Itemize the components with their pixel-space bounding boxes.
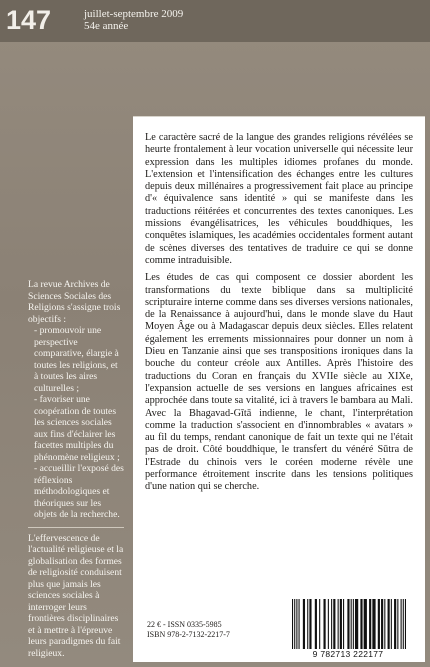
publication-info — [147, 620, 230, 640]
barcode-bar — [351, 599, 352, 649]
barcode — [282, 599, 414, 661]
price-issn: 22 € - ISSN 0335-5985 — [147, 620, 222, 629]
barcode-bar — [381, 599, 383, 649]
barcode-bar — [372, 599, 375, 649]
barcode-bar — [378, 599, 380, 649]
objectives-intro: La revue Archives de Sciences Sociales des Religions s'assigne trois objectifs : — [28, 279, 121, 325]
objective-item: - accueillir l'exposé des réflexions méthodologiques et théoriques sur les objets de la recherche. — [34, 463, 124, 520]
summary-text — [145, 132, 413, 494]
barcode-bar — [355, 599, 358, 649]
barcode-bar — [292, 599, 293, 649]
issue-number: 147 — [6, 5, 52, 35]
barcode-bar — [299, 599, 300, 649]
barcode-bar — [323, 599, 325, 649]
barcode-bar — [388, 599, 390, 649]
barcode-bar — [369, 599, 371, 649]
barcode-bar — [364, 599, 367, 649]
barcode-bar — [331, 599, 332, 649]
barcode-bar — [319, 599, 320, 649]
barcode-bars — [292, 599, 406, 649]
barcode-bar — [397, 599, 398, 649]
barcode-bar — [403, 599, 404, 649]
barcode-bar — [347, 599, 349, 649]
barcode-bar — [360, 599, 362, 649]
back-cover-panel — [133, 116, 425, 662]
barcode-bar — [315, 599, 317, 649]
barcode-bar — [384, 599, 385, 649]
summary-paragraph-2: Les études de cas qui composent ce dossier abordent les transformations du texte biblique dans sa multiplicité scripturaire interne comme dans ses diverses versions nationales, de la Renaissance à aujourd'hui, dans le monde slave du Haut Moyen Âge ou à Madagascar depuis deux siècles. Elles relatent également les errements missionnaires pour donner un nom à Dieu en Tanzanie ainsi que ses transpositions ironiques dans la bouche du conteur créole aux Antilles. Après l'histoire des traductions du Coran en français du XVIIe siècle au XIXe, l'expansion actuelle de ses versions en langues africaines est approchée dans toute sa vitalité, ici à travers le bambara au Mali. Avec la Bhagavad-Gītā indienne, le chant, l'interprétation comme la traduction s'associent en d'innombrables « avatars » au fil du temps, rendant canonique de fait un texte qui ne l'était pas de droit. Côté bouddhique, le transfert du vénéré Sūtra de l'Estrade du chinois vers le coréen moderne révèle une performance étroitement inscrite dans les tensions politiques d'une nation qui se cherche. — [145, 272, 413, 493]
barcode-bar — [303, 599, 305, 649]
header-band — [0, 0, 430, 42]
barcode-digits: 9 782713 222177 — [312, 649, 384, 659]
barcode-bar — [405, 599, 406, 649]
barcode-bar — [340, 599, 342, 649]
barcode-bar — [309, 599, 311, 649]
barcode-bar — [343, 599, 344, 649]
journal-objectives — [28, 279, 124, 659]
objective-item: - favoriser une coopération de toutes les sciences sociales aux fins d'éclairer les facettes multiples du phénomène religieux ; — [34, 394, 120, 463]
barcode-bar — [338, 599, 339, 649]
objective-item: - promouvoir une perspective comparative, élargie à toutes les religions, et à toutes les aires culturelles ; — [34, 325, 119, 394]
barcode-bar — [294, 599, 295, 649]
divider — [28, 527, 124, 528]
barcode-bar — [307, 599, 308, 649]
barcode-bar — [391, 599, 392, 649]
barcode-bar — [333, 599, 335, 649]
issue-year: 54e année — [84, 20, 129, 32]
barcode-bar — [394, 599, 396, 649]
barcode-bar — [328, 599, 329, 649]
barcode-bar — [296, 599, 297, 649]
issue-meta — [84, 8, 183, 32]
issue-period: juillet-septembre 2009 — [84, 8, 184, 20]
summary-paragraph-1: Le caractère sacré de la langue des grandes religions révélées se heurte frontalement à leur vocation universelle qui nécessite leur expression dans les multiples idiomes profanes du monde. L'extension et l'intensification des échanges entre les cultures depuis deux millénaires a progressivement fait place au principe d'« équivalence sans identité » qui se manifeste dans les traductions réitérées et concurrentes des textes canoniques. Les missions évangélisatrices, les véhicules bouddhiques, les conquêtes islamiques, les académies occidentales forment autant de scènes diverses des tentatives de traduire ce qui se donne comme intraduisible. — [145, 132, 413, 266]
barcode-bar — [401, 599, 402, 649]
objectives-closing: L'effervescence de l'actualité religieuse et la globalisation des formes de religiosité conduisent plus que jamais les sciences sociales à interroger leurs frontières disciplinaires et à mettre à l'épreuve leurs paradigmes du fait religieux. — [28, 532, 124, 659]
isbn: ISBN 978-2-7132-2217-7 — [147, 630, 230, 639]
barcode-bar — [353, 599, 354, 649]
